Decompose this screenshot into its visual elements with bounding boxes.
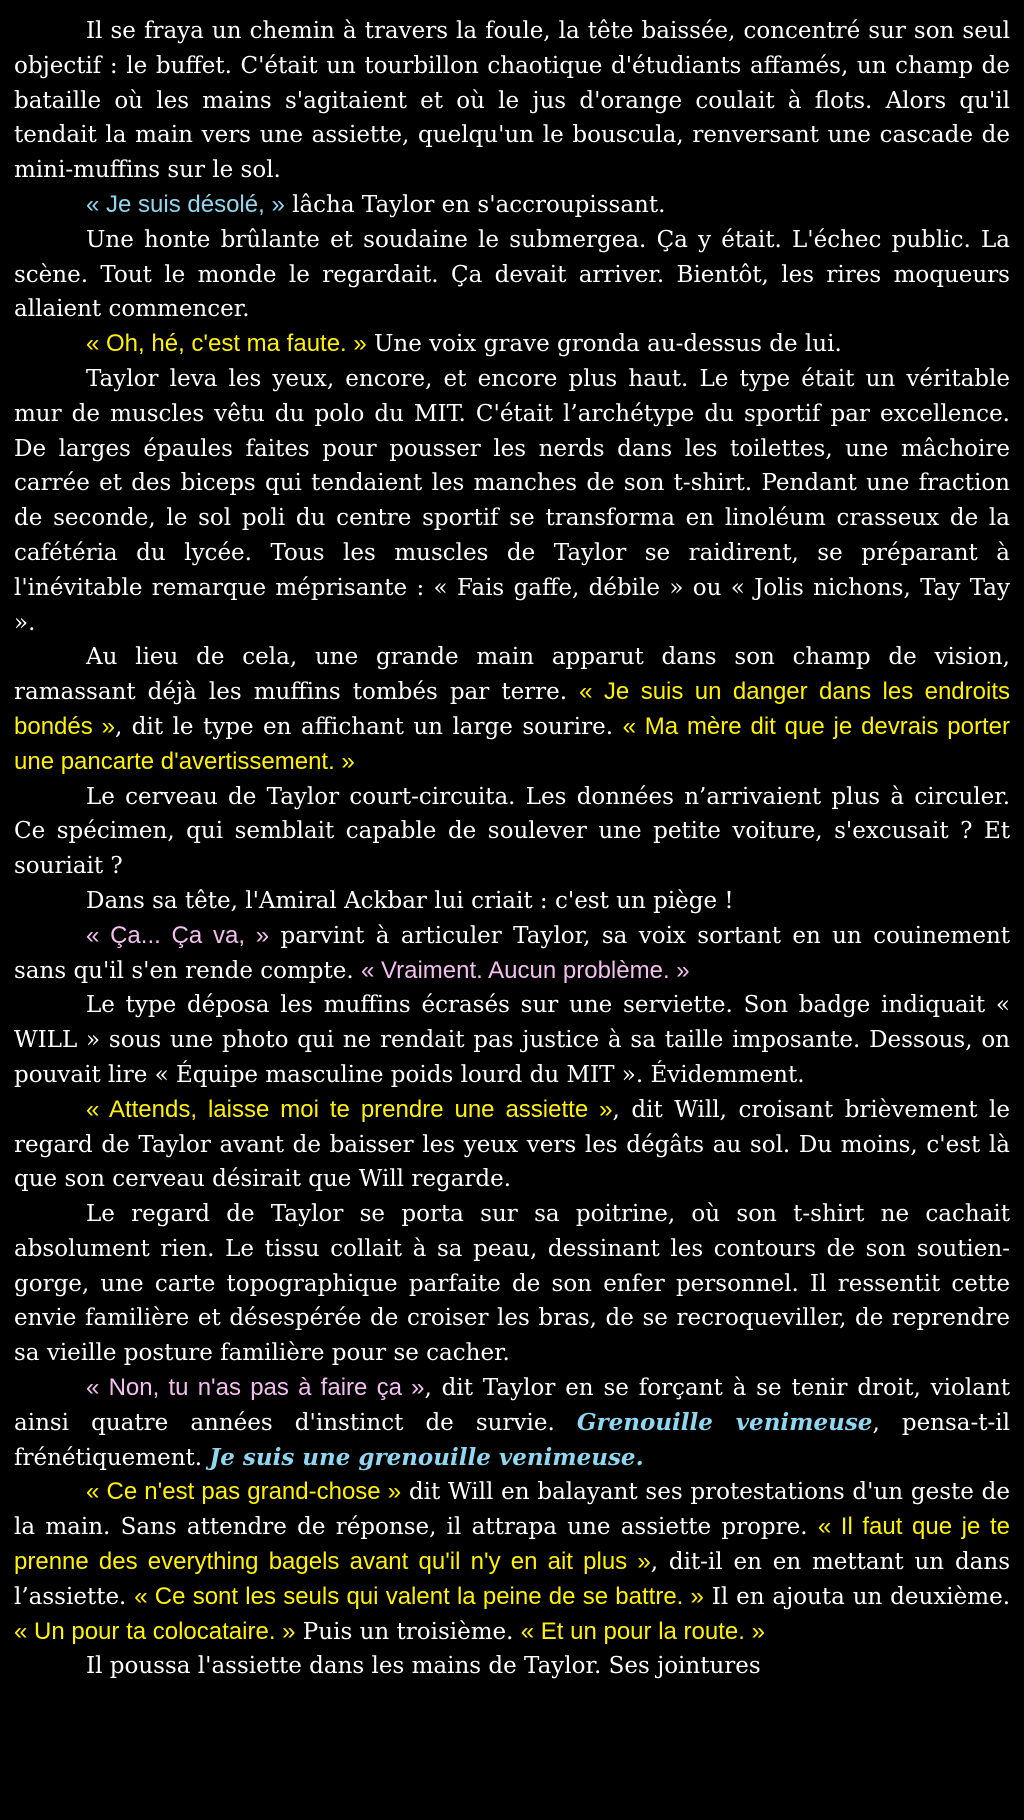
paragraph xyxy=(14,1475,1010,1649)
dialogue-will: « Un pour ta colocataire. » xyxy=(14,1617,296,1645)
narration-text: Une voix grave gronda au-dessus de lui. xyxy=(366,331,842,358)
paragraph xyxy=(14,1093,1010,1197)
paragraph xyxy=(14,640,1010,779)
dialogue-will: « Il faut que je te prenne des everything bagels avant qu'il n'y en ait plus » xyxy=(14,1513,1010,1576)
narration-text: lâcha Taylor en s'accroupissant. xyxy=(284,191,666,218)
dialogue-will: « Oh, hé, c'est ma faute. » xyxy=(86,330,367,358)
dialogue-taylor: « Vraiment. Aucun problème. » xyxy=(361,956,690,984)
paragraph xyxy=(14,362,1010,640)
narration-text: Dans sa tête, l'Amiral Ackbar lui criait : c'est un piège ! xyxy=(86,887,734,914)
narration-text: Puis un troisième. xyxy=(295,1618,521,1645)
paragraph xyxy=(14,988,1010,1092)
dialogue-will: « Ce n'est pas grand-chose » xyxy=(86,1478,402,1506)
narration-text: Le regard de Taylor se porta sur sa poitrine, où son t-shirt ne cachait absolument rien. Le tissu collait à sa peau, dessinant les contours de son soutien-gorge, une carte topographique parfaite de son enfer personnel. Il ressentit cette envie familière et désespérée de croiser les bras, de se recroqueviller, de reprendre sa vieille posture familière pour se cacher. xyxy=(14,1201,1010,1367)
dialogue-will: « Ce sont les seuls qui valent la peine de se battre. » xyxy=(134,1582,704,1610)
paragraph xyxy=(14,1197,1010,1371)
paragraph xyxy=(14,223,1010,327)
narration-text: dit Will en balayant ses protestations d'un geste de la main. Sans attendre de réponse, il attrapa une assiette propre. xyxy=(14,1479,1010,1541)
narration-text: Le type déposa les muffins écrasés sur une serviette. Son badge indiquait « WILL » sous une photo qui ne rendait pas justice à sa taille imposante. Dessous, on pouvait lire « Équipe masculine poids lourd du MIT ». Évidemment. xyxy=(14,992,1010,1088)
narration-text: , dit-il en en mettant un dans l’assiette. xyxy=(14,1549,1010,1610)
narration-text: Une honte brûlante et soudaine le submergea. Ça y était. L'échec public. La scène. Tout le monde le regardait. Ça devait arriver. Bientôt, les rires moqueurs allaient commencer. xyxy=(14,226,1010,323)
paragraph xyxy=(14,1371,1010,1475)
paragraph xyxy=(14,14,1010,188)
narration-text: Il se fraya un chemin à travers la foule, la tête baissée, concentré sur son seul objectif : le buffet. C'était un tourbillon chaotique d'étudiants affamés, un champ de bataille où les mains s'agitaient et où le jus d'orange coulait à flots. Alors qu'il tendait la main vers une assiette, quelqu'un le bouscula, renversant une cascade de mini-muffins sur le sol. xyxy=(14,18,1010,184)
paragraph xyxy=(14,780,1010,884)
paragraph xyxy=(14,884,1010,919)
dialogue-taylor: « Ça... Ça va, » xyxy=(86,921,270,949)
narration-text: parvint à articuler Taylor, sa voix sortant en un couinement sans qu'il s'en rende compte. xyxy=(14,922,1010,984)
inner-thought: Je suis une grenouille venimeuse. xyxy=(209,1443,644,1471)
dialogue-will: « Attends, laisse moi te prendre une assiette » xyxy=(86,1095,613,1123)
dialogue-taylor: « Non, tu n'as pas à faire ça » xyxy=(86,1374,425,1402)
dialogue-will: « Je suis un danger dans les endroits bondés » xyxy=(14,678,1010,740)
narration-text: Taylor leva les yeux, encore, et encore plus haut. Le type était un véritable mur de muscles vêtu du polo du MIT. C'était l’archétype du sportif par excellence. De larges épaules faites pour pousser les nerds dans les toilettes, une mâchoire carrée et des biceps qui tendaient les manches de son t-shirt. Pendant une fraction de seconde, le sol poli du centre sportif se transforma en linoléum crasseux de la cafétéria du lycée. Tous les muscles de Taylor se raidirent, se préparant à l'inévitable remarque méprisante : « Fais gaffe, débile » ou « Jolis nichons, Tay Tay ». xyxy=(14,365,1010,636)
narration-text: Il poussa l'assiette dans les mains de Taylor. Ses jointures xyxy=(86,1653,761,1680)
narration-text: , dit le type en affichant un large sourire. xyxy=(114,713,623,740)
narration-text: , pensa-t-il frénétiquement. xyxy=(14,1409,1011,1471)
narration-text: Au lieu de cela, une grande main apparut dans son champ de vision, ramassant déjà les muffins tombés par terre. xyxy=(14,644,1010,706)
dialogue-taylor: « Je suis désolé, » xyxy=(86,190,285,218)
narration-text: , dit Taylor en se forçant à se tenir droit, violant ainsi quatre années d'instinct de survie. xyxy=(14,1375,1010,1436)
dialogue-will: « Et un pour la route. » xyxy=(520,1617,765,1645)
paragraph xyxy=(14,188,1010,223)
paragraph xyxy=(14,1649,1010,1684)
paragraph xyxy=(14,327,1010,362)
narration-text: , dit Will, croisant brièvement le regard de Taylor avant de baisser les yeux vers les dégâts au sol. Du moins, c'est là que son cerveau désirait que Will regarde. xyxy=(14,1096,1011,1193)
inner-thought: Grenouille venimeuse xyxy=(576,1408,873,1436)
narration-text: Il en ajouta un deuxième. xyxy=(703,1583,1011,1610)
paragraph xyxy=(14,919,1010,989)
dialogue-will: « Ma mère dit que je devrais porter une pancarte d'avertissement. » xyxy=(14,712,1010,775)
narration-text: Le cerveau de Taylor court-circuita. Les données n’arrivaient plus à circuler. Ce spécimen, qui semblait capable de soulever une petite voiture, s'excusait ? Et souriait ? xyxy=(14,783,1010,880)
